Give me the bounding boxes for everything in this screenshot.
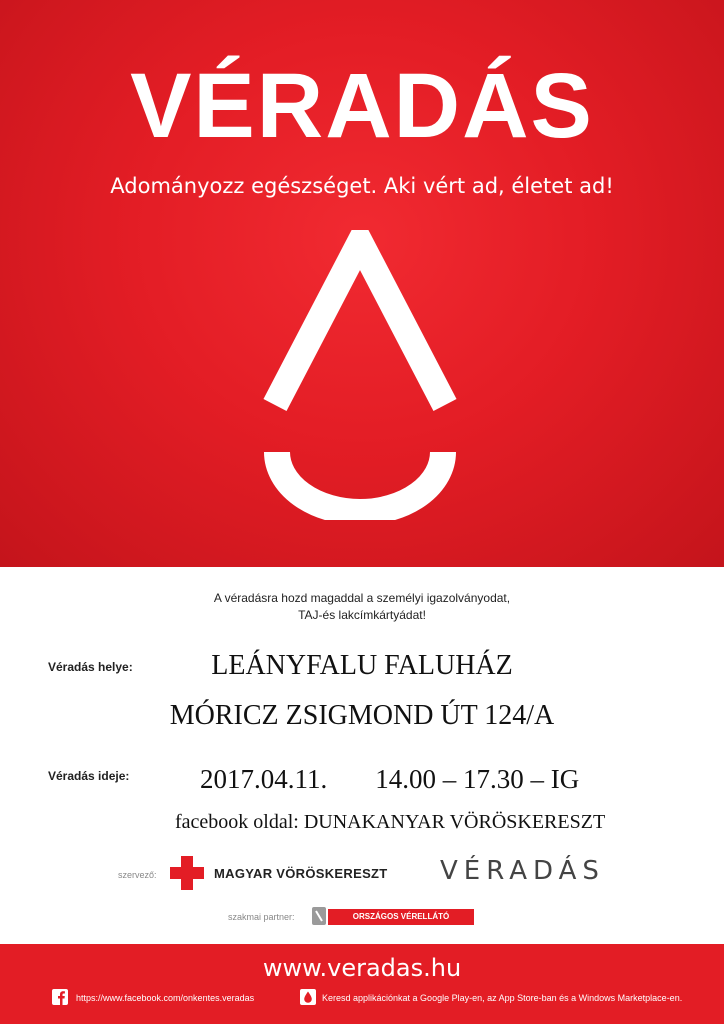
blood-drop-icon xyxy=(255,230,465,520)
venue-name: LEÁNYFALU FALUHÁZ xyxy=(211,650,513,681)
time-label: Véradás ideje: xyxy=(48,769,130,783)
event-date: 2017.04.11. xyxy=(200,764,328,794)
id-reminder xyxy=(0,590,724,624)
page-title: VÉRADÁS xyxy=(130,55,594,157)
partner-name: ORSZÁGOS VÉRELLÁTÓ SZOLGÁLAT xyxy=(328,909,474,925)
website-link[interactable]: www.veradas.hu xyxy=(262,954,462,982)
drop-icon xyxy=(300,989,316,1005)
app-info-text: Keresd applikációnkat a Google Play-en, az App Store-ban és a Windows Marketplace-en. xyxy=(322,993,683,1003)
venue-address: MÓRICZ ZSIGMOND ÚT 124/A xyxy=(169,700,555,731)
event-hours: 14.00 – 17.30 – IG xyxy=(375,764,580,794)
partner-label: szakmai partner: xyxy=(228,912,295,922)
facebook-url-link[interactable]: https://www.facebook.com/onkentes.veradas xyxy=(76,993,255,1003)
organizer-name: MAGYAR VÖRÖSKERESZT xyxy=(214,866,388,881)
date-time xyxy=(200,764,579,795)
veradas-brand-logo: VÉRADÁS xyxy=(440,856,605,886)
organizer-label: szervező: xyxy=(118,870,157,880)
facebook-icon xyxy=(52,989,68,1005)
red-cross-icon xyxy=(170,856,204,890)
id-reminder-line-2: TAJ-és lakcímkártyádat! xyxy=(298,608,426,622)
id-reminder-line-1: A véradásra hozd magaddal a személyi igazolványodat, xyxy=(213,591,511,605)
facebook-page-text: facebook oldal: DUNAKANYAR VÖRÖSKERESZT xyxy=(175,811,606,833)
location-label: Véradás helye: xyxy=(48,660,133,674)
tagline: Adományozz egészséget. Aki vért ad, életet ad! xyxy=(110,174,614,198)
